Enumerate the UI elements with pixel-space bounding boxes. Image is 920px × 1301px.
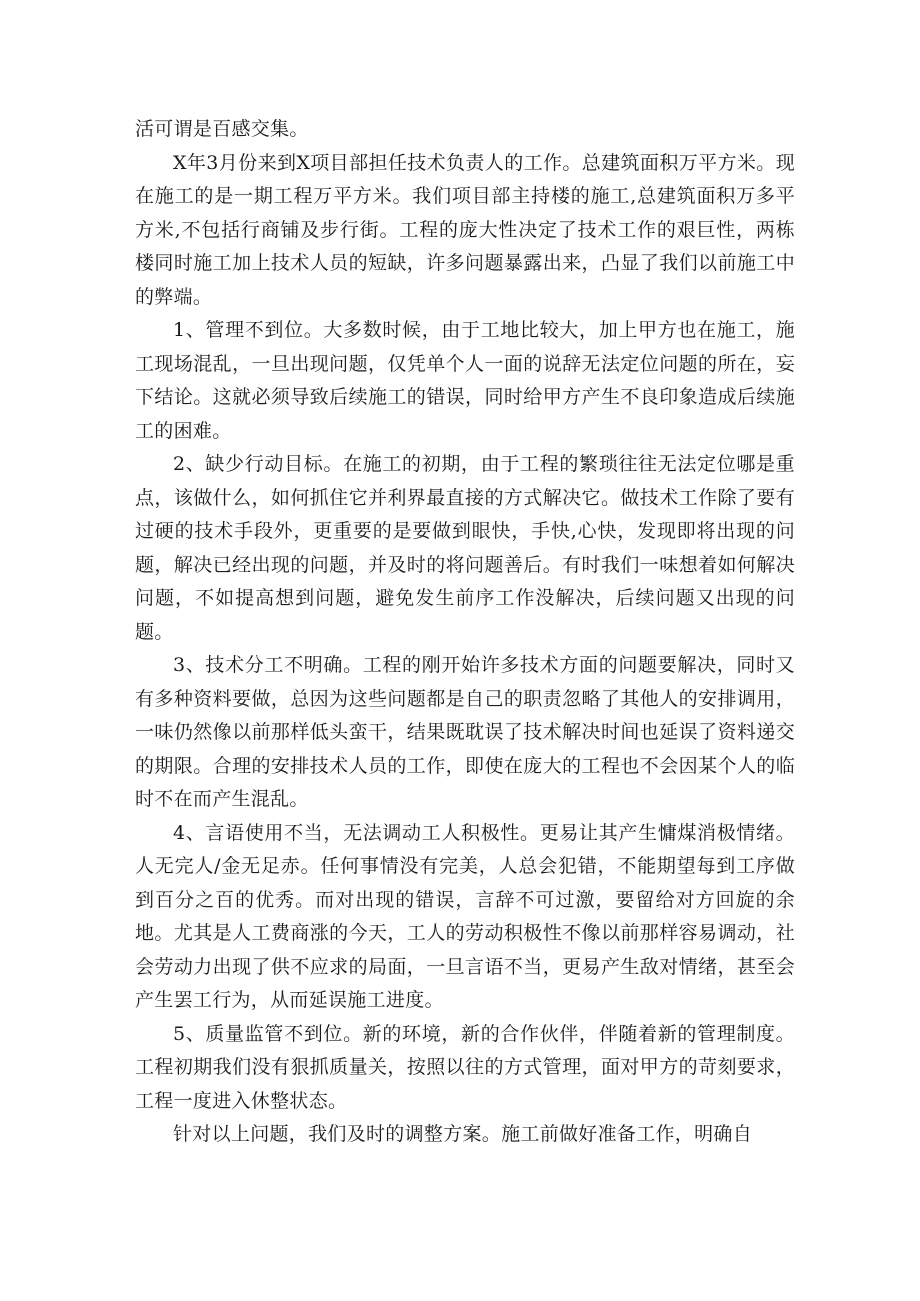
paragraph-intro: X年3月份来到X项目部担任技术负责人的工作。总建筑面积万平方米。现在施工的是一期工程万平方米。我们项目部主持楼的施工,总建筑面积万多平方米,不包括行商铺及步行街。工程的庞大性决定了技术工作的艰巨性，两栋楼同时施工加上技术人员的短缺，许多问题暴露出来，凸显了我们以前施工中的弊端。 xyxy=(135,151,795,308)
paragraph-issue-2: 2、缺少行动目标。在施工的初期，由于工程的繁琐往往无法定位哪是重点，该做什么，如何抓住它并利界最直接的方式解决它。做技术工作除了要有过硬的技术手段外，更重要的是要做到眼快，手快,心快，发现即将出现的问题，解决已经出现的问题，并及时的将问题善后。有时我们一味想着如何解决问题，不如提高想到问题，避免发生前序工作没解决，后续问题又出现的问题。 xyxy=(135,453,795,643)
paragraph-issue-1: 1、管理不到位。大多数时候，由于工地比较大，加上甲方也在施工，施工现场混乱，一旦出现问题，仅凭单个人一面的说辞无法定位问题的所在，妄下结论。这就必须导致后续施工的错误，同时给甲方产生不良印象造成后续施工的困难。 xyxy=(135,319,795,442)
paragraph-issue-5: 5、质量监管不到位。新的环境，新的合作伙伴，伴随着新的管理制度。工程初期我们没有狠抓质量关，按照以往的方式管理，面对甲方的苛刻要求，工程一度进入休整状态。 xyxy=(135,1022,795,1112)
document-body xyxy=(135,113,795,1152)
paragraph-solution: 针对以上问题，我们及时的调整方案。施工前做好准备工作，明确自 xyxy=(173,1123,753,1145)
paragraph-issue-4: 4、言语使用不当，无法调动工人积极性。更易让其产生慵煤消极情绪。人无完人/金无足赤。任何事情没有完美，人总会犯错，不能期望每到工序做到百分之百的优秀。而对出现的错误，言辞不可过激，要留给对方回旋的余地。尤其是人工费商涨的今天，工人的劳动积极性不像以前那样容易调动，社会劳动力出现了供不应求的局面，一旦言语不当，更易产生敌对情绪，甚至会产生罢工行为，从而延误施工进度。 xyxy=(135,821,795,1011)
paragraph-continuation: 活可谓是百感交集。 xyxy=(135,118,309,140)
paragraph-issue-3: 3、技术分工不明确。工程的刚开始许多技术方面的问题要解决，同时又有多种资料要做，总因为这些问题都是自己的职责忽略了其他人的安排调用，一味仍然像以前那样低头蛮干，结果既耽误了技术解决时间也延误了资料递交的期限。合理的安排技术人员的工作，即使在庞大的工程也不会因某个人的临时不在而产生混乱。 xyxy=(135,654,795,810)
